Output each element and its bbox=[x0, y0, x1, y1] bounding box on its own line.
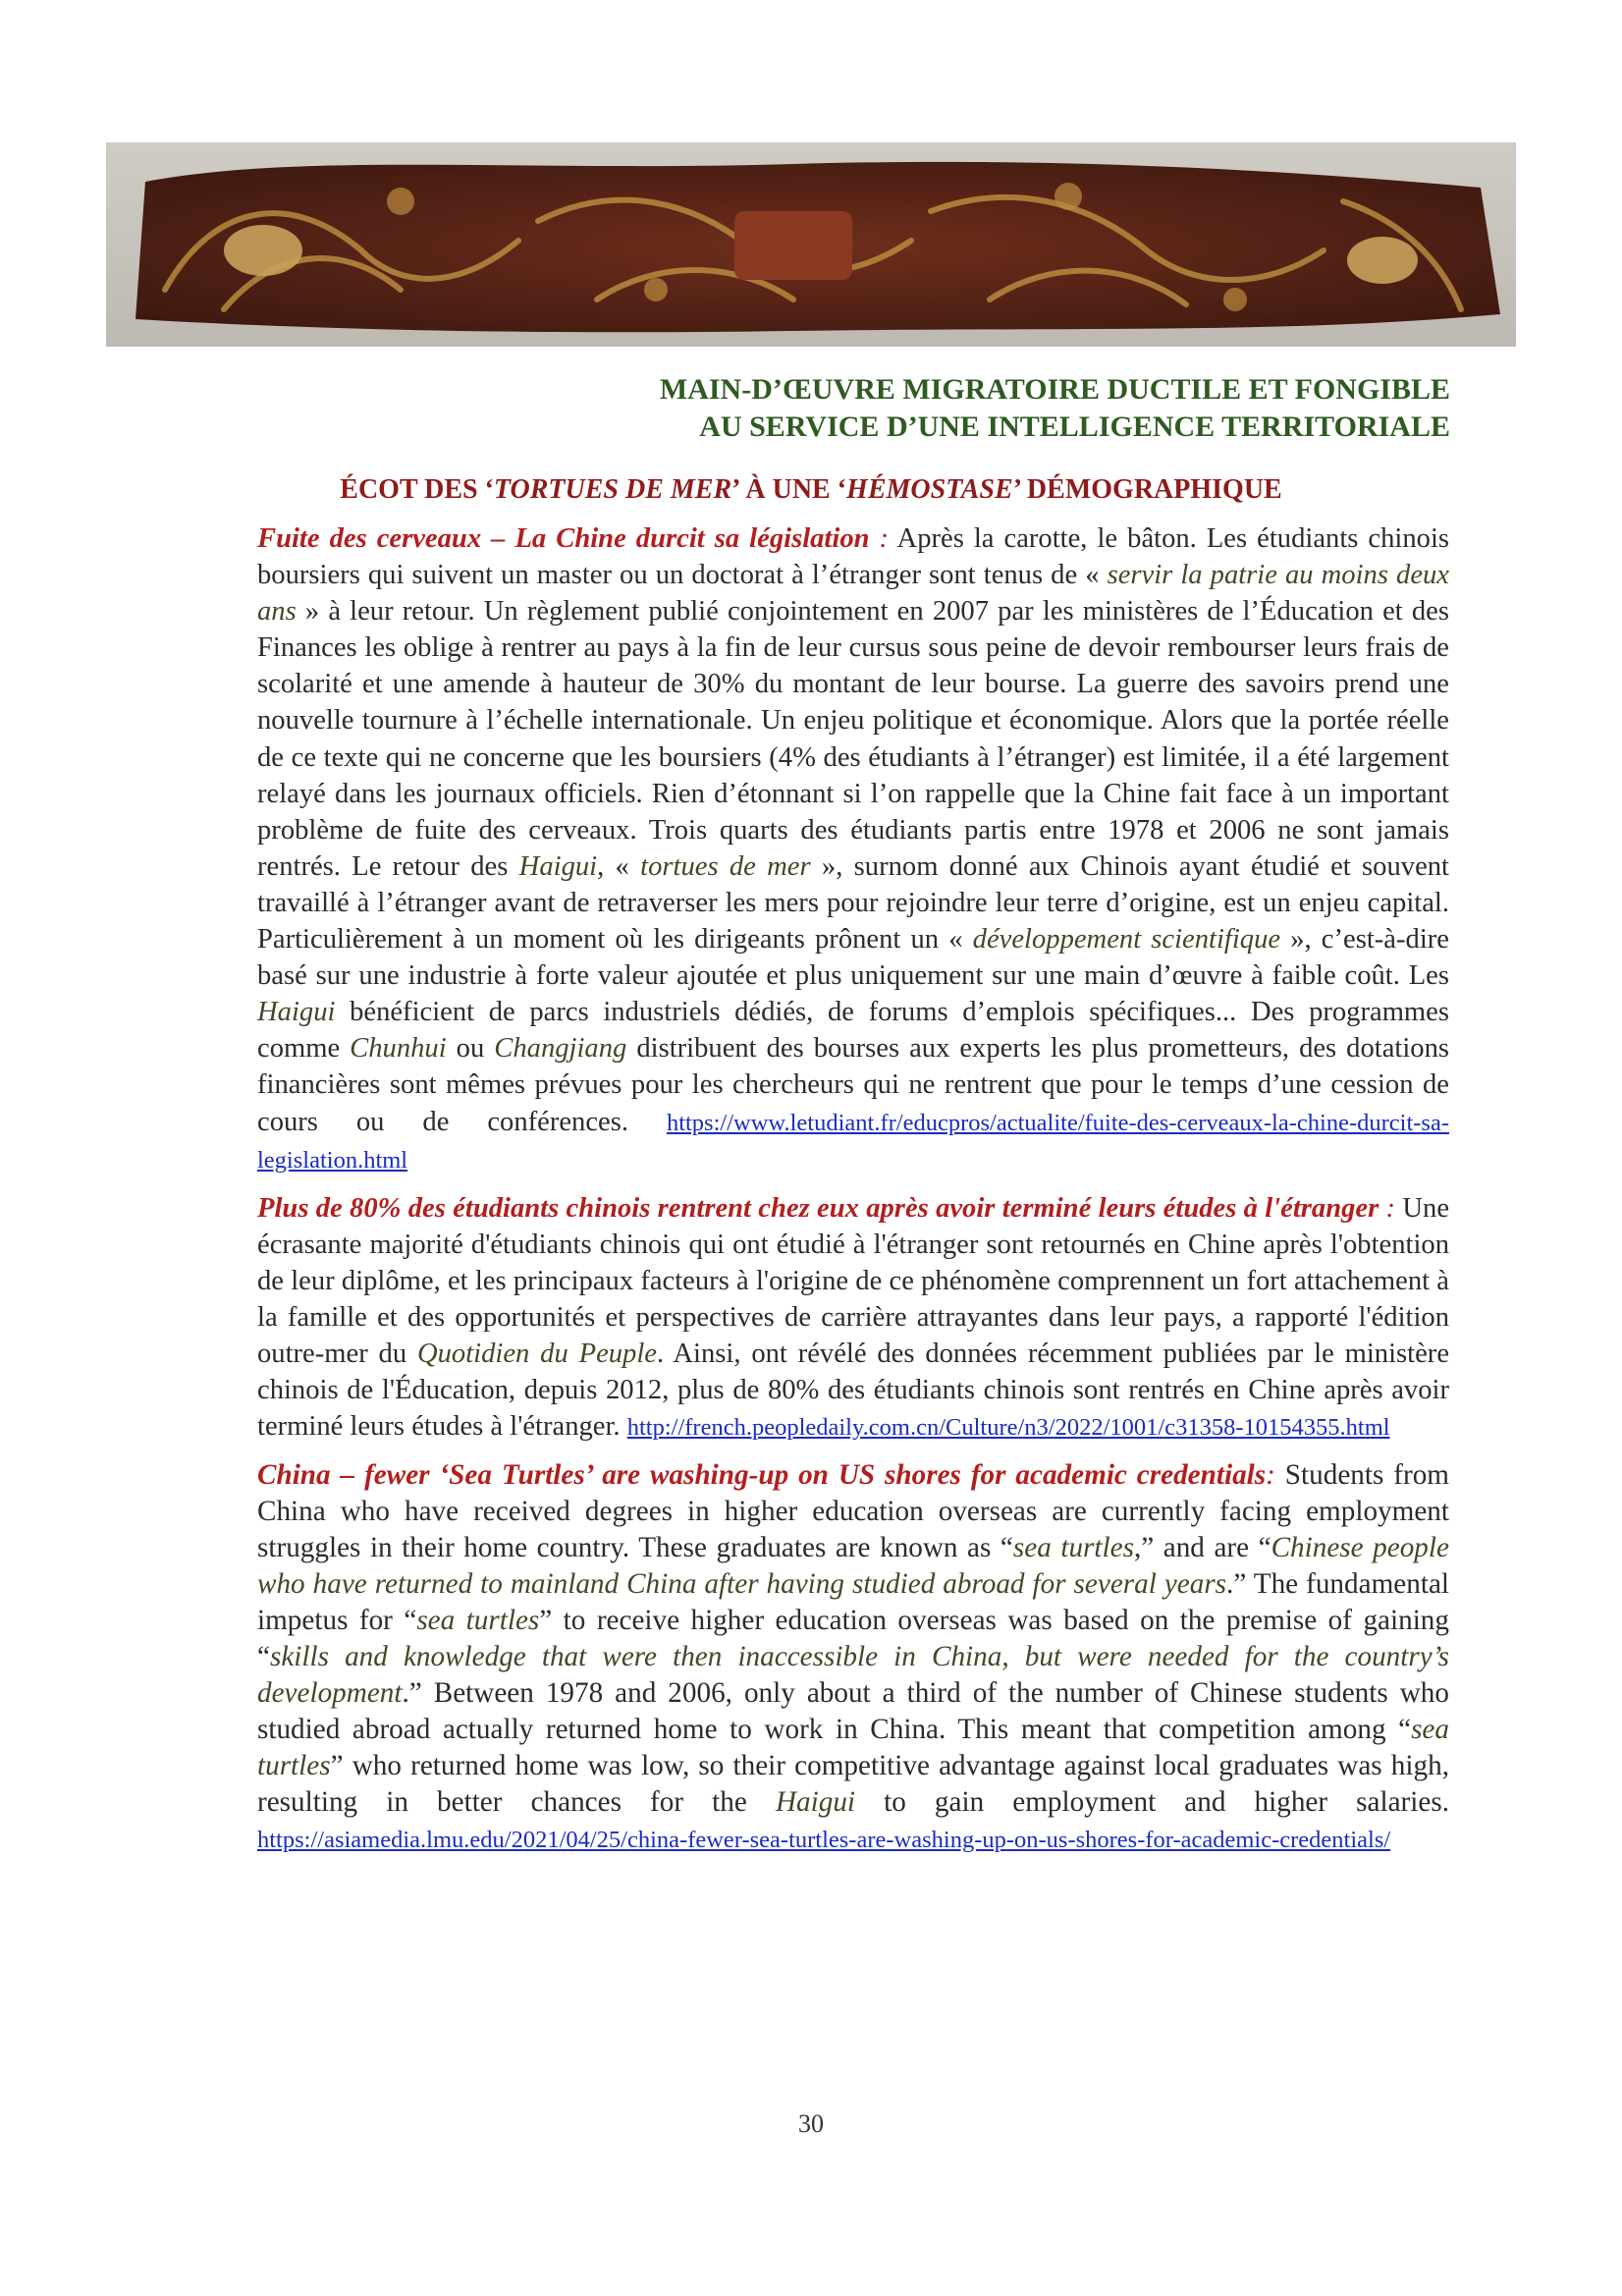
text: , « bbox=[597, 850, 641, 882]
section-title-part: ’ DÉMOGRAPHIQUE bbox=[1012, 474, 1282, 505]
section-title-italic: TORTUES DE MER bbox=[493, 474, 732, 505]
source-link-peopledaily[interactable]: http://french.peopledaily.com.cn/Culture/n3/2022/1001/c31358-10154355.html bbox=[626, 1414, 1390, 1442]
article-lead: Fuite des cerveaux – La Chine durcit sa législation bbox=[257, 523, 870, 554]
section-title-part: ÉCOT DES ‘ bbox=[340, 474, 494, 505]
italic-text: tortues de mer bbox=[640, 850, 811, 882]
article-retour-etudiants bbox=[257, 1190, 1449, 1447]
italic-text: développement scientifique bbox=[972, 924, 1281, 956]
italic-text: Chunhui bbox=[350, 1033, 447, 1065]
italic-text: Haigui bbox=[257, 997, 336, 1028]
italic-text: sea turtles bbox=[257, 1714, 1449, 1782]
section-title-part: ’ À UNE ‘ bbox=[731, 474, 847, 505]
text: Après la carotte, le bâton. Les étudiants chinois boursiers qui suivent un master ou un doctorat à l’étranger sont tenus de « bbox=[257, 523, 1450, 591]
italic-text: Haigui bbox=[518, 850, 598, 882]
article-lead: China – fewer ‘Sea Turtles’ are washing-up on US shores for academic credentials bbox=[257, 1459, 1267, 1492]
carved-phoenix-icon bbox=[106, 142, 1516, 347]
article-fuite-des-cerveaux bbox=[257, 520, 1449, 1178]
article-colon: : bbox=[1379, 1192, 1396, 1224]
italic-text: Quotidien du Peuple bbox=[416, 1339, 657, 1370]
section-title bbox=[245, 473, 1377, 507]
text: bénéficient de parcs industriels dédiés, de forums d’emplois spécifiques... Des programmes comme bbox=[257, 997, 1449, 1065]
text: Une écrasante majorité d'étudiants chinois qui ont étudié à l'étranger sont retournés en Chine après l'obtention de leur diplôme, et les principaux facteurs à l'origine de ce phénomène comprennent un fort attachement à la famille et des opportunités et perspectives de carrière attrayantes dans leur pays, a rapporté l'édition outre-mer du bbox=[257, 1192, 1450, 1370]
text: ” to receive higher education overseas was based on the premise of gaining “ bbox=[257, 1605, 1449, 1673]
text: ,” and are “ bbox=[1133, 1532, 1271, 1564]
italic-text: skills and knowledge that were then inaccessible in China, but were needed for the country’s development bbox=[257, 1641, 1449, 1710]
source-link-asiamedia[interactable]: https://asiamedia.lmu.edu/2021/04/25/china-fewer-sea-turtles-are-washing-up-on-us-shores-for-academic-credentials/ bbox=[257, 1827, 1391, 1854]
text: », c’est-à-dire basé sur une industrie à forte valeur ajoutée et plus uniquement sur une main d’œuvre à faible coût. Les bbox=[257, 924, 1449, 992]
text: ” who returned home was low, so their competitive advantage against local graduates was high, resulting in better chances for the bbox=[257, 1750, 1449, 1819]
header-line-1: MAIN-D’ŒUVRE MIGRATOIRE DUCTILE ET FONGIBLE bbox=[659, 373, 1450, 406]
header-line-2: AU SERVICE D’UNE INTELLIGENCE TERRITORIALE bbox=[699, 410, 1450, 443]
text: to gain employment and higher salaries. bbox=[855, 1786, 1449, 1819]
text: », surnom donné aux Chinois ayant étudié et souvent travaillé à l’étranger avant de retraverser les mers pour rejoindre leur terre d’origine, est un enjeu capital. Particulièrement à un moment où les dirigeants prônent un « bbox=[257, 850, 1450, 956]
text: ou bbox=[446, 1033, 495, 1065]
article-colon: : bbox=[869, 523, 890, 554]
article-body bbox=[257, 520, 1449, 1870]
section-title-italic: HÉMOSTASE bbox=[846, 474, 1013, 505]
italic-text: sea turtles bbox=[1012, 1532, 1134, 1564]
article-lead: Plus de 80% des étudiants chinois rentrent chez eux après avoir terminé leurs études à l'étranger bbox=[257, 1192, 1379, 1224]
page-number: 30 bbox=[798, 2109, 824, 2138]
italic-text: Chinese people who have returned to mainland China after having studied abroad for several years bbox=[257, 1532, 1449, 1601]
italic-text: servir la patrie au moins deux ans bbox=[257, 560, 1450, 628]
text: .” Between 1978 and 2006, only about a third of the number of Chinese students who studied abroad actually returned home to work in China. This meant that competition among “ bbox=[257, 1677, 1449, 1746]
text: distribuent des bourses aux experts les plus prometteurs, des dotations financières sont mêmes prévues pour les chercheurs qui ne rentrent que pour le temps d’une cession de cours ou de conférences. bbox=[257, 1033, 1450, 1137]
source-link-letudiant[interactable]: https://www.letudiant.fr/educpros/actualite/fuite-des-cerveaux-la-chine-durcit-sa-legislation.html bbox=[257, 1109, 1449, 1174]
italic-text: Changjiang bbox=[494, 1033, 627, 1065]
text: . Ainsi, ont révélé des données récemment publiées par le ministère chinois de l'Éducation, depuis 2012, plus de 80% des étudiants chinois sont rentrés en Chine après avoir terminé leurs études à l'étranger. bbox=[257, 1339, 1450, 1443]
article-colon: : bbox=[1266, 1459, 1275, 1492]
text: » à leur retour. Un règlement publié conjointement en 2007 par les ministères de l’Éducation et des Finances les oblige à rentrer au pays à la fin de leur cursus sous peine de devoir rembourser leurs frais de scolarité et une amende à hauteur de 30% du montant de leur bourse. La guerre des savoirs prend une nouvelle tournure à l’échelle internationale. Un enjeu politique et économique. Alors que la portée réelle de ce texte qui ne concerne que les boursiers (4% des étudiants à l’étranger) est limitée, il a été largement relayé dans les journaux officiels. Rien d’étonnant si l’on rappelle que la Chine fait face à un important problème de fuite des cerveaux. Trois quarts des étudiants partis entre 1978 et 2006 ne sont jamais rentrés. Le retour des bbox=[257, 596, 1449, 882]
italic-text: sea turtles bbox=[416, 1605, 540, 1637]
carved-wood-banner-image bbox=[106, 142, 1516, 347]
text: .” The fundamental impetus for “ bbox=[257, 1568, 1450, 1637]
page-header bbox=[589, 371, 1450, 446]
italic-text: Haigui bbox=[775, 1786, 856, 1819]
article-sea-turtles bbox=[257, 1457, 1449, 1858]
text: Students from China who have received degrees in higher education overseas are currently facing employment struggles in their home country. These graduates are known as “ bbox=[257, 1459, 1449, 1564]
